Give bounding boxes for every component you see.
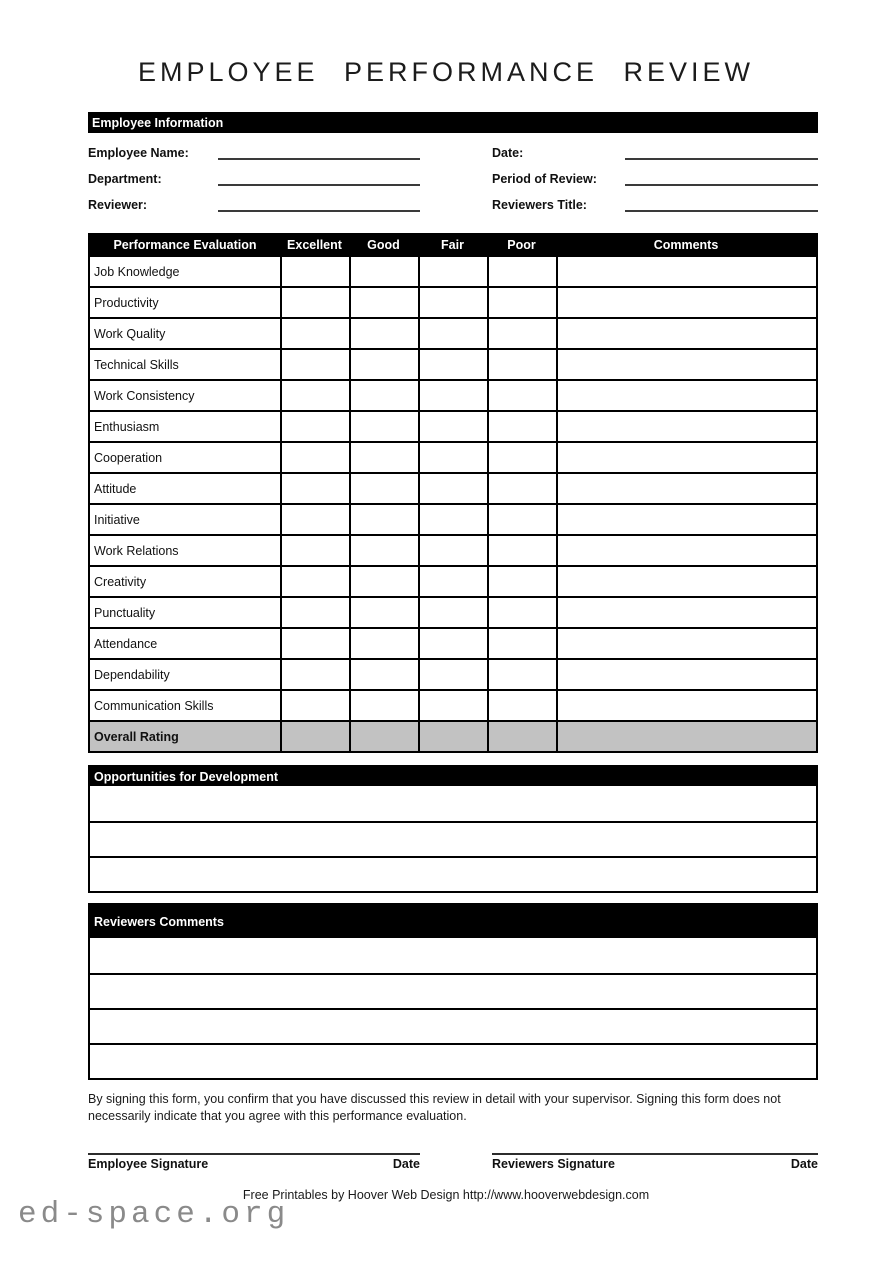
column-header-good: Good — [349, 235, 418, 255]
reviewer-signature-label: Reviewers Signature — [492, 1157, 615, 1171]
rating-cell-comments[interactable] — [556, 596, 816, 627]
rating-cell-fair[interactable] — [418, 627, 487, 658]
rating-cell-poor[interactable] — [487, 689, 556, 720]
rating-cell-excellent[interactable] — [280, 503, 349, 534]
rating-cell-poor[interactable] — [487, 534, 556, 565]
rating-cell-poor[interactable] — [487, 441, 556, 472]
rating-cell-good[interactable] — [349, 503, 418, 534]
column-header-poor: Poor — [487, 235, 556, 255]
opportunities-line-3[interactable] — [90, 856, 816, 891]
criterion-label: Communication Skills — [90, 689, 280, 720]
criterion-label: Technical Skills — [90, 348, 280, 379]
employee-name-label: Employee Name: — [88, 146, 189, 160]
page-title: EMPLOYEE PERFORMANCE REVIEW — [137, 57, 755, 87]
employee-signature-block[interactable] — [88, 1153, 420, 1171]
section-header-employee-information: Employee Information — [88, 112, 818, 133]
criterion-label: Punctuality — [90, 596, 280, 627]
employee-date-label: Date — [392, 1157, 420, 1171]
rating-cell-comments[interactable] — [556, 348, 816, 379]
rating-cell-excellent[interactable] — [280, 348, 349, 379]
rating-cell-excellent[interactable] — [280, 286, 349, 317]
rating-cell-comments[interactable] — [556, 255, 816, 286]
section-header-reviewers-comments: Reviewers Comments — [90, 905, 816, 938]
reviewers-comments-line-2[interactable] — [90, 973, 816, 1008]
criterion-label: Attitude — [90, 472, 280, 503]
criterion-label: Cooperation — [90, 441, 280, 472]
employee-signature-label: Employee Signature — [88, 1157, 209, 1171]
employee-info-fields — [88, 140, 818, 218]
overall-rating-label: Overall Rating — [90, 720, 280, 751]
rating-cell-excellent[interactable] — [280, 534, 349, 565]
rating-cell-excellent[interactable] — [280, 689, 349, 720]
rating-cell-comments[interactable] — [556, 286, 816, 317]
employee-name-input[interactable] — [218, 144, 420, 160]
rating-cell-fair[interactable] — [418, 472, 487, 503]
reviewer-input[interactable] — [218, 196, 420, 212]
footer-credit: Free Printables by Hoover Web Design http://www.hooverwebdesign.com — [242, 1188, 650, 1202]
reviewers-title-label: Reviewers Title: — [492, 198, 587, 212]
rating-cell-comments[interactable] — [556, 689, 816, 720]
field-reviewers-title — [492, 192, 818, 212]
rating-cell-poor[interactable] — [487, 472, 556, 503]
rating-cell-good[interactable] — [349, 689, 418, 720]
criterion-label: Attendance — [90, 627, 280, 658]
rating-cell-excellent[interactable] — [280, 565, 349, 596]
column-header-comments: Comments — [556, 235, 816, 255]
rating-cell-good[interactable] — [349, 379, 418, 410]
rating-cell-fair[interactable] — [418, 565, 487, 596]
watermark: ed-space.org — [18, 1197, 290, 1232]
rating-cell-fair[interactable] — [418, 255, 487, 286]
field-department — [88, 166, 420, 186]
rating-cell-comments[interactable] — [556, 565, 816, 596]
rating-cell-excellent[interactable] — [280, 410, 349, 441]
criterion-label: Work Quality — [90, 317, 280, 348]
criterion-label: Creativity — [90, 565, 280, 596]
department-label: Department: — [88, 172, 162, 186]
rating-cell-poor[interactable] — [487, 596, 556, 627]
overall-rating-cell-excellent[interactable] — [280, 720, 349, 751]
rating-cell-comments[interactable] — [556, 472, 816, 503]
criterion-label: Dependability — [90, 658, 280, 689]
field-period-of-review — [492, 166, 818, 186]
rating-cell-good[interactable] — [349, 348, 418, 379]
date-input[interactable] — [625, 144, 818, 160]
reviewers-comments-line-3[interactable] — [90, 1008, 816, 1043]
rating-cell-fair[interactable] — [418, 658, 487, 689]
rating-cell-poor[interactable] — [487, 503, 556, 534]
rating-cell-excellent[interactable] — [280, 658, 349, 689]
reviewers-comments-line-4[interactable] — [90, 1043, 816, 1078]
rating-cell-good[interactable] — [349, 317, 418, 348]
overall-rating-cell-comments[interactable] — [556, 720, 816, 751]
rating-cell-comments[interactable] — [556, 503, 816, 534]
opportunities-for-development-section — [88, 765, 818, 893]
criterion-label: Job Knowledge — [90, 255, 280, 286]
rating-cell-fair[interactable] — [418, 596, 487, 627]
reviewer-date-label: Date — [790, 1157, 818, 1171]
rating-cell-fair[interactable] — [418, 286, 487, 317]
rating-cell-good[interactable] — [349, 441, 418, 472]
opportunities-line-1[interactable] — [90, 786, 816, 821]
rating-cell-poor[interactable] — [487, 658, 556, 689]
rating-cell-comments[interactable] — [556, 627, 816, 658]
overall-rating-cell-fair[interactable] — [418, 720, 487, 751]
rating-cell-good[interactable] — [349, 286, 418, 317]
rating-cell-excellent[interactable] — [280, 379, 349, 410]
field-date — [492, 140, 818, 160]
section-header-opportunities: Opportunities for Development — [90, 767, 816, 786]
rating-cell-fair[interactable] — [418, 379, 487, 410]
rating-cell-fair[interactable] — [418, 503, 487, 534]
rating-cell-excellent[interactable] — [280, 255, 349, 286]
rating-cell-good[interactable] — [349, 565, 418, 596]
criterion-label: Initiative — [90, 503, 280, 534]
field-employee-name — [88, 140, 420, 160]
performance-evaluation-table — [88, 233, 818, 753]
rating-cell-good[interactable] — [349, 472, 418, 503]
rating-cell-good[interactable] — [349, 534, 418, 565]
criterion-label: Work Relations — [90, 534, 280, 565]
rating-cell-fair[interactable] — [418, 348, 487, 379]
rating-cell-good[interactable] — [349, 255, 418, 286]
rating-cell-excellent[interactable] — [280, 441, 349, 472]
criterion-label: Enthusiasm — [90, 410, 280, 441]
criterion-label: Work Consistency — [90, 379, 280, 410]
rating-cell-fair[interactable] — [418, 317, 487, 348]
reviewer-signature-block[interactable] — [492, 1153, 818, 1171]
rating-cell-fair[interactable] — [418, 441, 487, 472]
rating-cell-excellent[interactable] — [280, 596, 349, 627]
rating-cell-poor[interactable] — [487, 286, 556, 317]
department-input[interactable] — [218, 170, 420, 186]
rating-cell-poor[interactable] — [487, 565, 556, 596]
period-of-review-input[interactable] — [625, 170, 818, 186]
column-header-performance-evaluation: Performance Evaluation — [90, 235, 280, 255]
rating-cell-comments[interactable] — [556, 658, 816, 689]
rating-cell-comments[interactable] — [556, 441, 816, 472]
period-of-review-label: Period of Review: — [492, 172, 597, 186]
rating-cell-comments[interactable] — [556, 534, 816, 565]
column-header-fair: Fair — [418, 235, 487, 255]
rating-cell-excellent[interactable] — [280, 627, 349, 658]
rating-cell-poor[interactable] — [487, 255, 556, 286]
signature-area — [88, 1153, 818, 1171]
column-header-excellent: Excellent — [280, 235, 349, 255]
rating-cell-good[interactable] — [349, 596, 418, 627]
rating-cell-fair[interactable] — [418, 534, 487, 565]
rating-cell-comments[interactable] — [556, 410, 816, 441]
reviewers-title-input[interactable] — [625, 196, 818, 212]
rating-cell-poor[interactable] — [487, 627, 556, 658]
rating-cell-poor[interactable] — [487, 410, 556, 441]
rating-cell-comments[interactable] — [556, 379, 816, 410]
rating-cell-good[interactable] — [349, 627, 418, 658]
criterion-label: Productivity — [90, 286, 280, 317]
rating-cell-excellent[interactable] — [280, 472, 349, 503]
rating-cell-excellent[interactable] — [280, 317, 349, 348]
overall-rating-cell-poor[interactable] — [487, 720, 556, 751]
rating-cell-poor[interactable] — [487, 317, 556, 348]
rating-cell-fair[interactable] — [418, 410, 487, 441]
rating-cell-fair[interactable] — [418, 689, 487, 720]
opportunities-line-2[interactable] — [90, 821, 816, 856]
field-reviewer — [88, 192, 420, 212]
rating-cell-poor[interactable] — [487, 379, 556, 410]
rating-cell-poor[interactable] — [487, 348, 556, 379]
rating-cell-good[interactable] — [349, 658, 418, 689]
reviewers-comments-line-1[interactable] — [90, 938, 816, 973]
reviewers-comments-section — [88, 903, 818, 1080]
rating-cell-good[interactable] — [349, 410, 418, 441]
signing-disclaimer: By signing this form, you confirm that you have discussed this review in detail with your supervisor. Signing this form does not necessarily indicate that you agree with this performance evaluation. — [88, 1092, 781, 1123]
reviewer-label: Reviewer: — [88, 198, 148, 212]
overall-rating-cell-good[interactable] — [349, 720, 418, 751]
rating-cell-comments[interactable] — [556, 317, 816, 348]
date-label: Date: — [492, 146, 524, 160]
